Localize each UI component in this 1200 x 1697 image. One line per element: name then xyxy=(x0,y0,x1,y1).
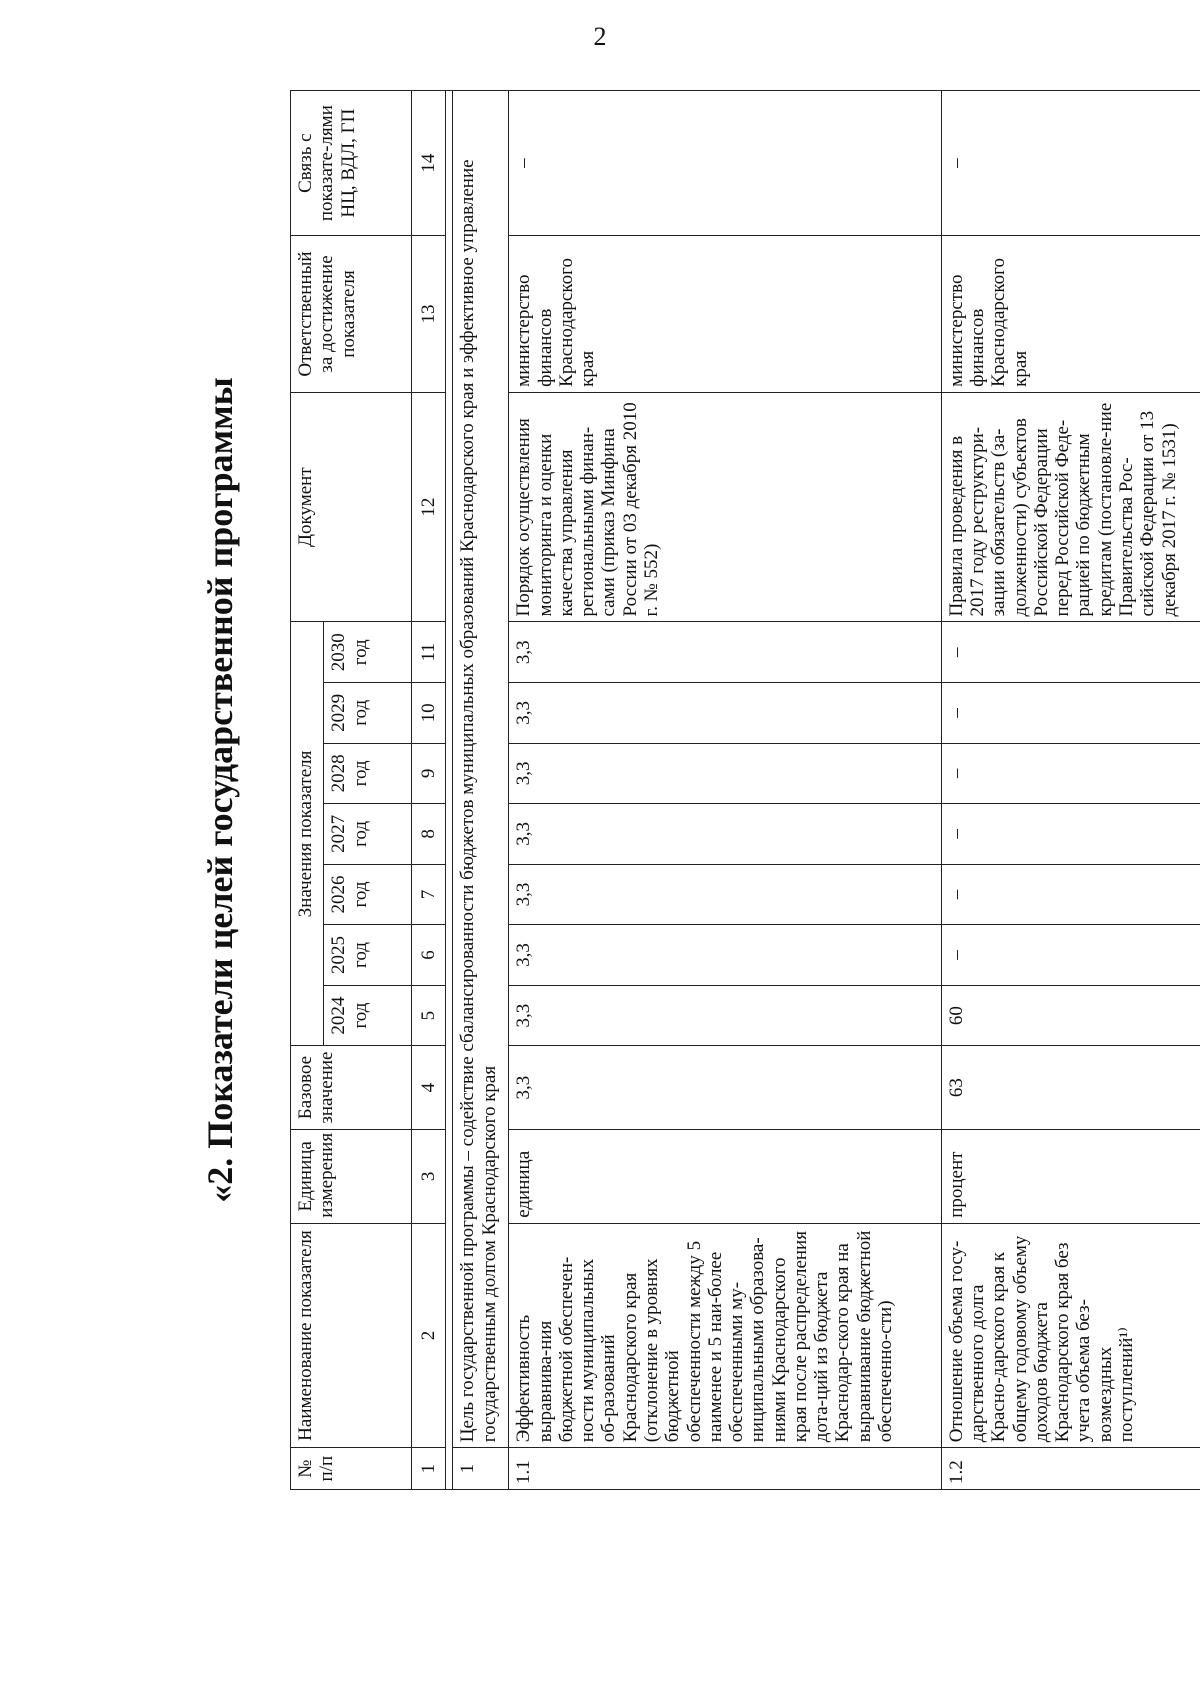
row-link: – xyxy=(509,91,941,236)
row-document: Порядок осуществления мониторинга и оценки качества управления региональными финан-сами (приказ Минфина России от 03 декабря 2010 г. № 552) xyxy=(509,392,941,622)
header-responsible: Ответственный за достижение показателя xyxy=(291,236,412,393)
section-title: «2. Показатели целей государственной программы xyxy=(200,377,240,1203)
row-year-value: – xyxy=(941,683,1200,744)
col-number: 5 xyxy=(412,985,446,1046)
header-year: 2027 год xyxy=(324,804,412,865)
header-year: 2025 год xyxy=(324,925,412,986)
header-name: Наименование показателя xyxy=(291,1223,412,1447)
header-document: Документ xyxy=(291,392,412,622)
row-unit: процент xyxy=(941,1129,1200,1223)
col-number: 3 xyxy=(412,1129,446,1223)
header-year: 2029 год xyxy=(324,683,412,744)
goal-row xyxy=(453,91,509,1490)
row-year-value: – xyxy=(941,743,1200,804)
row-year-value: – xyxy=(941,804,1200,865)
row-responsible: министерство финансов Краснодарского края xyxy=(509,236,941,393)
col-number: 4 xyxy=(412,1046,446,1130)
header-year: 2026 год xyxy=(324,864,412,925)
row-year-value: 3,3 xyxy=(509,804,941,865)
row-year-value: – xyxy=(941,622,1200,683)
table-row xyxy=(509,91,941,1490)
row-indicator-name: Отношение объема госу-дарственного долга Красно-дарского края к общему годовому объему доходов бюджета Краснодарского края без учета объема без-возмездных поступлений¹⁾ xyxy=(941,1223,1200,1447)
row-year-value: – xyxy=(941,864,1200,925)
row-num: 1.2 xyxy=(941,1448,1200,1490)
row-base-value: 63 xyxy=(941,1046,1200,1130)
col-number: 9 xyxy=(412,743,446,804)
header-year: 2028 год xyxy=(324,743,412,804)
row-year-value: 60 xyxy=(941,985,1200,1046)
row-responsible: министерство финансов Краснодарского края xyxy=(941,236,1200,393)
row-link: – xyxy=(941,91,1200,236)
col-number: 6 xyxy=(412,925,446,986)
col-number: 10 xyxy=(412,683,446,744)
row-year-value: 3,3 xyxy=(509,743,941,804)
col-number: 11 xyxy=(412,622,446,683)
col-number: 1 xyxy=(412,1448,446,1490)
col-number: 14 xyxy=(412,91,446,236)
row-year-value: 3,3 xyxy=(509,622,941,683)
row-unit: единица xyxy=(509,1129,941,1223)
row-year-value: 3,3 xyxy=(509,683,941,744)
row-year-value: – xyxy=(941,925,1200,986)
header-year: 2024 год xyxy=(324,985,412,1046)
header-year: 2030 год xyxy=(324,622,412,683)
col-number: 7 xyxy=(412,864,446,925)
row-year-value: 3,3 xyxy=(509,864,941,925)
header-base: Базовое значение xyxy=(291,1046,412,1130)
table-row xyxy=(941,91,1200,1490)
row-num: 1.1 xyxy=(509,1448,941,1490)
header-link: Связь с показате-лями НЦ, ВДЛ, ГП xyxy=(291,91,412,236)
goal-num: 1 xyxy=(453,1448,509,1490)
header-row-1 xyxy=(291,91,324,1490)
indicators-table xyxy=(290,90,1200,1490)
row-document: Правила проведения в 2017 году реструктури-зации обязательств (за-долженности) субъектов Российской Федерации перед Российской Феде-рацией по бюджетным кредитам (постановле-ние Правительства Рос-сийской Федерации от 13 декабря 2017 г. № 1531) xyxy=(941,392,1200,622)
spacer-row xyxy=(446,91,453,1490)
header-unit: Единица измерения xyxy=(291,1129,412,1223)
row-base-value: 3,3 xyxy=(509,1046,941,1130)
row-year-value: 3,3 xyxy=(509,985,941,1046)
goal-text: Цель государственной программы – содействие сбалансированности бюджетов муниципальных образований Краснодарского края и эффективное управление государственным долгом Краснодарского края xyxy=(453,91,509,1448)
col-number: 13 xyxy=(412,236,446,393)
row-year-value: 3,3 xyxy=(509,925,941,986)
page-number: 2 xyxy=(593,22,607,51)
header-values-group: Значения показателя xyxy=(291,622,324,1046)
col-number: 2 xyxy=(412,1223,446,1447)
col-number: 12 xyxy=(412,392,446,622)
row-indicator-name: Эффективность выравнива-ния бюджетной обеспечен-ности муниципальных об-разований Краснодарского края (отклонение в уровнях бюджетной обеспеченности между 5 наименее и 5 наи-более обеспеченными му-ниципальными образова-ниями Краснодарского края после распределения дота-ций из бюджета Краснодар-ского края на выравнивание бюджетной обеспеченно-сти) xyxy=(509,1223,941,1447)
col-number: 8 xyxy=(412,804,446,865)
header-num: № п/п xyxy=(291,1448,412,1490)
rotated-content xyxy=(190,90,1200,1490)
column-numbers-row xyxy=(412,91,446,1490)
